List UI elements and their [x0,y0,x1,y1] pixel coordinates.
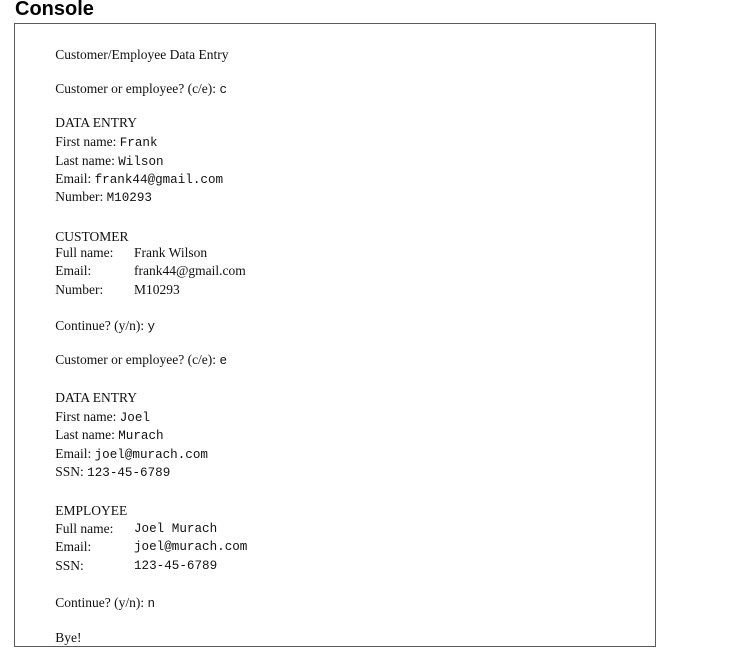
type-prompt: Customer or employee? (c/e): [55,81,220,96]
last-name-value: Murach [118,429,164,443]
console-heading: Console [15,0,94,20]
email-result-value: frank44@gmail.com [134,263,246,278]
continue-prompt: Continue? (y/n): [55,318,148,333]
email-label: Email: [55,446,95,461]
email-result-label: Email: [55,263,92,278]
email-label: Email: [55,171,95,186]
full-name-result-label: Full name: [55,245,114,260]
email-value: frank44@gmail.com [94,173,224,187]
goodbye-message: Bye! [55,630,82,645]
full-name-result-value: Joel Murach [134,522,218,536]
number-result-value: M10293 [134,282,180,297]
ssn-result-label: SSN: [55,558,84,573]
entry-header: DATA ENTRY [55,115,138,130]
number-label: Number: [55,189,107,204]
continue-answer: y [147,320,156,334]
first-name-value: Joel [119,411,150,425]
type-answer: e [219,354,227,368]
console-output[interactable] [14,23,656,647]
ssn-result-value: 123-45-6789 [134,559,218,573]
full-name-result-label: Full name: [55,521,114,536]
first-name-value: Frank [119,136,158,150]
continue-answer: n [147,597,156,611]
type-prompt: Customer or employee? (c/e): [55,352,220,367]
entry-header: DATA ENTRY [55,390,138,405]
type-answer: c [219,83,227,97]
first-name-label: First name: [55,134,120,149]
last-name-label: Last name: [55,427,119,442]
ssn-label: SSN: [55,464,88,479]
customer-header: CUSTOMER [55,229,129,244]
employee-header: EMPLOYEE [55,503,128,518]
goodbye-line [25,614,81,663]
last-name-label: Last name: [55,153,119,168]
email-result-label: Email: [55,539,92,554]
email-value: joel@murach.com [94,448,208,462]
number-result-label: Number: [55,282,104,297]
first-name-label: First name: [55,409,120,424]
email-result-value: joel@murach.com [134,540,248,554]
full-name-result-value: Frank Wilson [134,245,208,260]
last-name-value: Wilson [118,155,164,169]
number-value: M10293 [106,191,152,205]
ssn-value: 123-45-6789 [87,466,171,480]
continue-prompt: Continue? (y/n): [55,595,148,610]
program-title: Customer/Employee Data Entry [55,47,229,62]
